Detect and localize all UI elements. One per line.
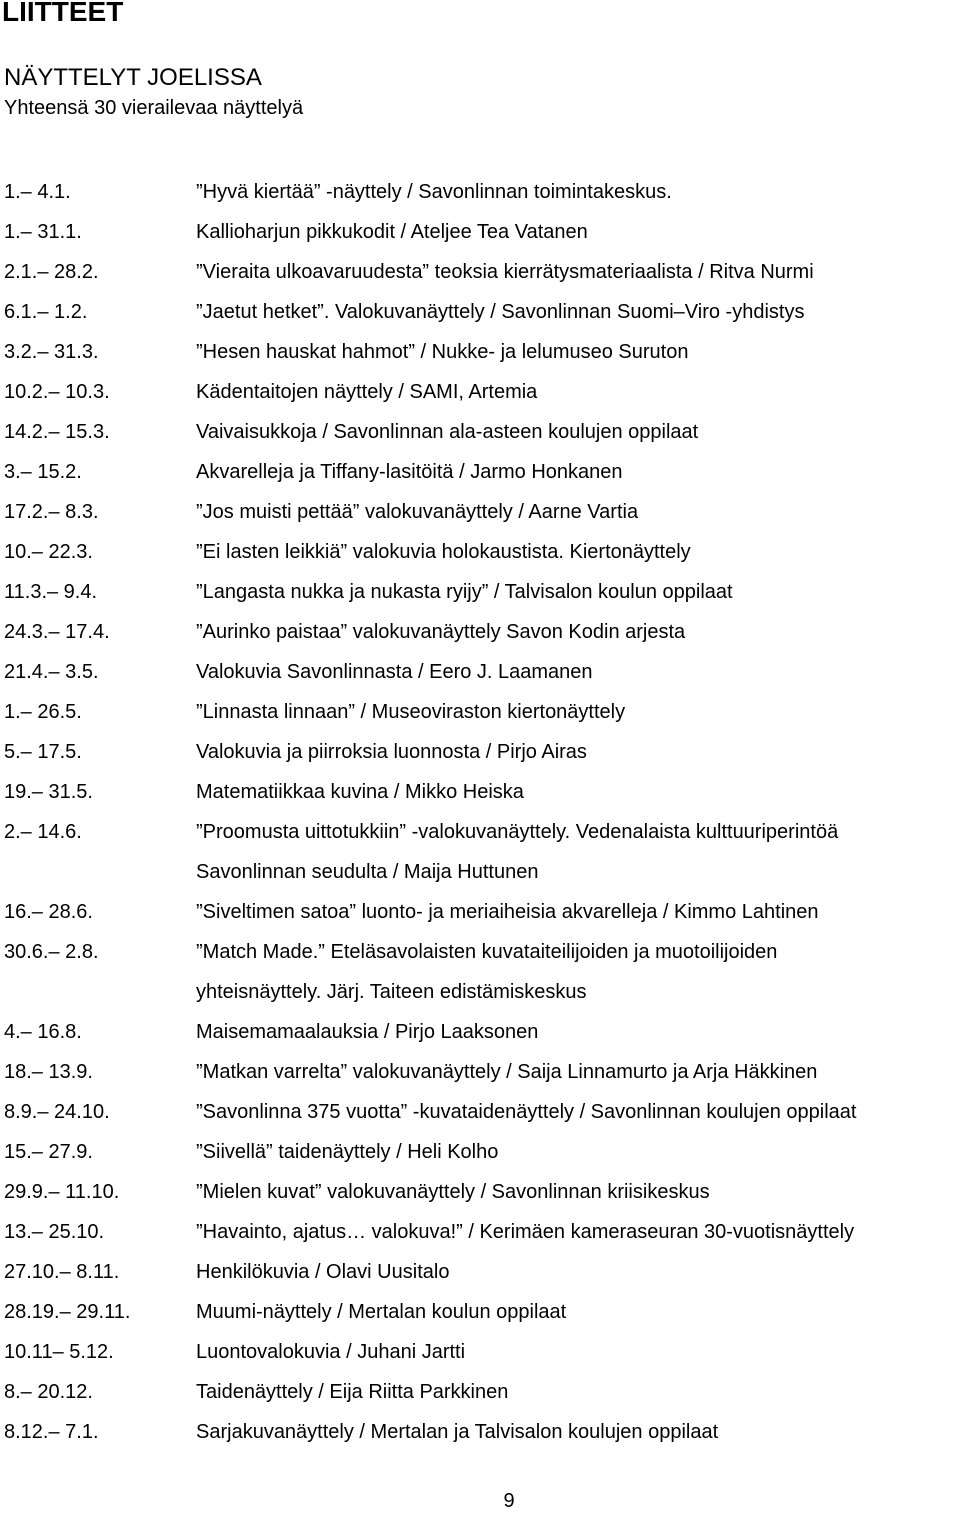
exhibition-date: 16.– 28.6. — [4, 901, 93, 923]
exhibition-description — [196, 332, 960, 372]
page-number: 9 — [503, 1490, 515, 1512]
exhibition-description-line: ”Hesen hauskat hahmot” / Nukke- ja lelumuseo Suruton — [196, 341, 689, 363]
exhibition-row — [4, 1332, 960, 1372]
exhibition-description-line: ”Savonlinna 375 vuotta” -kuvataidenäyttely / Savonlinnan koulujen oppilaat — [196, 1101, 857, 1123]
exhibition-description — [196, 1412, 960, 1452]
exhibition-date: 6.1.– 1.2. — [4, 301, 88, 323]
exhibition-description-line: ”Havainto, ajatus… valokuva!” / Kerimäen kameraseuran 30-vuotisnäyttely — [196, 1221, 855, 1243]
exhibition-description-line: ”Siveltimen satoa” luonto- ja meriaiheisia akvarelleja / Kimmo Lahtinen — [196, 901, 819, 923]
exhibition-date: 14.2.– 15.3. — [4, 421, 110, 443]
exhibition-description — [196, 1012, 960, 1052]
exhibition-description — [196, 692, 960, 732]
exhibition-description-line: ”Langasta nukka ja nukasta ryijy” / Talvisalon koulun oppilaat — [196, 581, 733, 603]
exhibition-description — [196, 812, 960, 892]
exhibition-date: 21.4.– 3.5. — [4, 661, 99, 683]
exhibition-description-line: ”Ei lasten leikkiä” valokuvia holokaustista. Kiertonäyttely — [196, 541, 691, 563]
exhibition-date: 1.– 31.1. — [4, 221, 82, 243]
section-subheading: Yhteensä 30 vierailevaa näyttelyä — [4, 97, 304, 119]
exhibition-description — [196, 1252, 960, 1292]
exhibition-date: 17.2.– 8.3. — [4, 501, 99, 523]
exhibition-date: 8.9.– 24.10. — [4, 1101, 110, 1123]
exhibition-description — [196, 532, 960, 572]
exhibition-description-line: ”Proomusta uittotukkiin” -valokuvanäyttely. Vedenalaista kulttuuriperintöä — [196, 821, 839, 843]
exhibition-description — [196, 1092, 960, 1132]
exhibition-description-line: ”Hyvä kiertää” -näyttely / Savonlinnan toimintakeskus. — [196, 181, 672, 203]
exhibition-description — [196, 772, 960, 812]
exhibition-row — [4, 772, 960, 812]
exhibition-row — [4, 652, 960, 692]
exhibition-description-line: Sarjakuvanäyttely / Mertalan ja Talvisalon koulujen oppilaat — [196, 1421, 719, 1443]
exhibition-date: 13.– 25.10. — [4, 1221, 105, 1243]
exhibition-description-line: Akvarelleja ja Tiffany-lasitöitä / Jarmo Honkanen — [196, 461, 623, 483]
exhibition-row — [4, 372, 960, 412]
exhibition-row — [4, 412, 960, 452]
exhibition-row — [4, 1012, 960, 1052]
exhibition-row — [4, 532, 960, 572]
exhibition-row — [4, 612, 960, 652]
exhibition-description-line: Matematiikkaa kuvina / Mikko Heiska — [196, 781, 524, 803]
exhibition-date: 3.2.– 31.3. — [4, 341, 99, 363]
exhibition-date: 1.– 26.5. — [4, 701, 82, 723]
exhibition-row — [4, 1092, 960, 1132]
exhibition-row — [4, 1132, 960, 1172]
exhibition-description-line: Valokuvia ja piirroksia luonnosta / Pirjo Airas — [196, 741, 587, 763]
exhibition-row — [4, 1212, 960, 1252]
exhibition-date: 10.2.– 10.3. — [4, 381, 110, 403]
exhibition-date: 8.12.– 7.1. — [4, 1421, 99, 1443]
exhibition-description-line: ”Linnasta linnaan” / Museoviraston kiertonäyttely — [196, 701, 626, 723]
exhibition-row — [4, 252, 960, 292]
exhibition-description-line: ”Jos muisti pettää” valokuvanäyttely / Aarne Vartia — [196, 501, 639, 523]
exhibition-description-line: ”Aurinko paistaa” valokuvanäyttely Savon Kodin arjesta — [196, 621, 686, 643]
exhibition-description — [196, 1292, 960, 1332]
section-heading: NÄYTTELYT JOELISSA — [4, 64, 262, 91]
exhibition-description-line: Kädentaitojen näyttely / SAMI, Artemia — [196, 381, 538, 403]
exhibition-row — [4, 692, 960, 732]
exhibition-description — [196, 732, 960, 772]
exhibition-description-line: yhteisnäyttely. Järj. Taiteen edistämiskeskus — [196, 981, 587, 1003]
exhibition-date: 27.10.– 8.11. — [4, 1261, 120, 1283]
exhibition-description — [196, 172, 960, 212]
exhibition-description — [196, 412, 960, 452]
exhibition-description-line: ”Matkan varrelta” valokuvanäyttely / Saija Linnamurto ja Arja Häkkinen — [196, 1061, 818, 1083]
exhibition-row — [4, 1252, 960, 1292]
exhibition-description — [196, 1132, 960, 1172]
exhibition-date: 24.3.– 17.4. — [4, 621, 110, 643]
exhibition-date: 2.– 14.6. — [4, 821, 82, 843]
exhibition-description-line: Muumi-näyttely / Mertalan koulun oppilaat — [196, 1301, 567, 1323]
exhibition-row — [4, 572, 960, 612]
exhibition-date: 15.– 27.9. — [4, 1141, 93, 1163]
exhibition-description — [196, 252, 960, 292]
exhibition-description-line: ”Siivellä” taidenäyttely / Heli Kolho — [196, 1141, 499, 1163]
exhibition-row — [4, 1372, 960, 1412]
exhibition-date: 4.– 16.8. — [4, 1021, 82, 1043]
exhibition-description — [196, 572, 960, 612]
exhibition-description-line: Luontovalokuvia / Juhani Jartti — [196, 1341, 466, 1363]
exhibition-row — [4, 212, 960, 252]
exhibition-row — [4, 1172, 960, 1212]
exhibition-row — [4, 812, 960, 892]
exhibition-description — [196, 212, 960, 252]
exhibition-row — [4, 892, 960, 932]
exhibition-row — [4, 932, 960, 1012]
exhibition-date: 5.– 17.5. — [4, 741, 82, 763]
exhibition-date: 8.– 20.12. — [4, 1381, 93, 1403]
exhibition-date: 30.6.– 2.8. — [4, 941, 99, 963]
exhibition-date: 10.– 22.3. — [4, 541, 93, 563]
exhibition-row — [4, 292, 960, 332]
exhibition-date: 18.– 13.9. — [4, 1061, 93, 1083]
exhibition-description-line: Maisemamaalauksia / Pirjo Laaksonen — [196, 1021, 539, 1043]
exhibition-description — [196, 1372, 960, 1412]
exhibition-description — [196, 612, 960, 652]
exhibition-date: 28.19.– 29.11. — [4, 1301, 131, 1323]
exhibition-description — [196, 452, 960, 492]
exhibition-row — [4, 332, 960, 372]
exhibition-description — [196, 1052, 960, 1092]
exhibition-description — [196, 292, 960, 332]
exhibition-row — [4, 1412, 960, 1452]
exhibition-row — [4, 1052, 960, 1092]
exhibition-list — [4, 172, 960, 1452]
exhibition-description — [196, 492, 960, 532]
exhibition-date: 1.– 4.1. — [4, 181, 71, 203]
exhibition-description-line: ”Vieraita ulkoavaruudesta” teoksia kierrätysmateriaalista / Ritva Nurmi — [196, 261, 814, 283]
exhibition-date: 3.– 15.2. — [4, 461, 82, 483]
exhibition-description — [196, 932, 960, 1012]
exhibition-description — [196, 1212, 960, 1252]
exhibition-description — [196, 1332, 960, 1372]
exhibition-row — [4, 1292, 960, 1332]
exhibition-description-line: Savonlinnan seudulta / Maija Huttunen — [196, 861, 539, 883]
exhibition-row — [4, 732, 960, 772]
exhibition-row — [4, 492, 960, 532]
exhibition-date: 10.11– 5.12. — [4, 1341, 114, 1363]
exhibition-description — [196, 1172, 960, 1212]
exhibition-description-line: Henkilökuvia / Olavi Uusitalo — [196, 1261, 450, 1283]
exhibition-description-line: ”Mielen kuvat” valokuvanäyttely / Savonlinnan kriisikeskus — [196, 1181, 710, 1203]
exhibition-description — [196, 652, 960, 692]
exhibition-description-line: ”Jaetut hetket”. Valokuvanäyttely / Savonlinnan Suomi–Viro -yhdistys — [196, 301, 805, 323]
exhibition-description-line: Valokuvia Savonlinnasta / Eero J. Laamanen — [196, 661, 593, 683]
exhibition-date: 2.1.– 28.2. — [4, 261, 99, 283]
exhibition-row — [4, 452, 960, 492]
page-title: LIITTEET — [2, 0, 124, 27]
exhibition-description-line: Taidenäyttely / Eija Riitta Parkkinen — [196, 1381, 509, 1403]
exhibition-description-line: ”Match Made.” Eteläsavolaisten kuvataiteilijoiden ja muotoilijoiden — [196, 941, 778, 963]
exhibition-description-line: Vaivaisukkoja / Savonlinnan ala-asteen koulujen oppilaat — [196, 421, 699, 443]
exhibition-date: 19.– 31.5. — [4, 781, 93, 803]
exhibition-description — [196, 892, 960, 932]
exhibition-description — [196, 372, 960, 412]
exhibition-date: 11.3.– 9.4. — [4, 581, 98, 603]
exhibition-date: 29.9.– 11.10. — [4, 1181, 120, 1203]
exhibition-row — [4, 172, 960, 212]
exhibition-description-line: Kallioharjun pikkukodit / Ateljee Tea Vatanen — [196, 221, 588, 243]
